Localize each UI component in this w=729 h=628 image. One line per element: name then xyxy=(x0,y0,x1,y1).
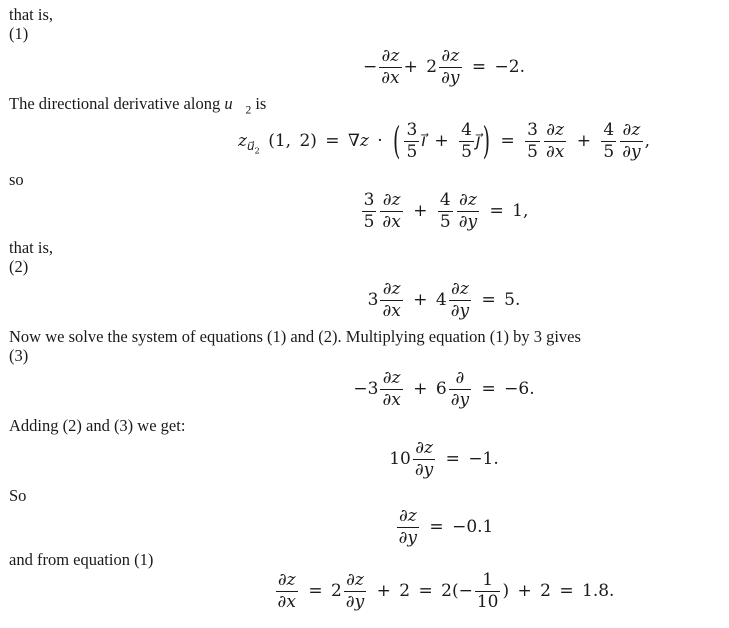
fraction-numerator: 4 xyxy=(459,121,474,142)
coefficient: 3 xyxy=(367,290,379,311)
plus-operator: + xyxy=(568,131,600,152)
minus-sign: − xyxy=(362,57,378,78)
fraction xyxy=(344,571,366,612)
fraction-numerator: ∂ xyxy=(449,369,471,390)
fraction xyxy=(601,121,616,162)
math-variable-z: z xyxy=(359,131,369,152)
fraction-denominator: ∂y xyxy=(345,592,365,613)
fraction xyxy=(438,191,453,232)
math-term: = −0.1 xyxy=(421,517,494,538)
body-text-from-equation-1: and from equation (1) xyxy=(9,550,154,570)
fraction xyxy=(439,47,461,88)
fraction-numerator: ∂z xyxy=(439,47,461,68)
fraction-denominator: ∂y xyxy=(450,390,470,411)
equals-sign: = xyxy=(492,131,524,152)
fraction xyxy=(449,369,471,410)
display-equation-6 xyxy=(9,507,719,548)
math-term: (1, 2) = ∇ xyxy=(259,131,360,152)
fraction-denominator: ∂y xyxy=(450,301,470,322)
fraction-numerator: ∂z xyxy=(457,191,479,212)
sub-subscript: 2 xyxy=(254,145,260,156)
fraction xyxy=(413,439,435,480)
fraction xyxy=(404,121,419,162)
fraction-numerator: 3 xyxy=(404,121,419,142)
fraction xyxy=(620,121,642,162)
fraction xyxy=(380,280,402,321)
fraction-denominator: ∂y xyxy=(441,68,460,89)
display-equation-2 xyxy=(9,191,719,232)
fraction-numerator: ∂z xyxy=(380,369,402,390)
math-term: = −1. xyxy=(437,449,499,470)
fraction-numerator: ∂z xyxy=(380,280,402,301)
math-term: + 4 xyxy=(404,290,447,311)
display-equation-4 xyxy=(9,369,719,410)
vector-u-symbol: u⃗ xyxy=(224,94,246,114)
fraction-numerator: ∂z xyxy=(397,507,419,528)
coefficient: −3 xyxy=(353,379,379,400)
subscript xyxy=(246,139,260,156)
fraction-denominator: ∂y xyxy=(458,212,478,233)
fraction-denominator: ∂y xyxy=(398,528,418,549)
display-equation-7 xyxy=(9,571,719,612)
math-term: = −6. xyxy=(473,379,535,400)
fraction xyxy=(397,507,419,548)
right-parenthesis: ) xyxy=(482,120,491,164)
body-text: is xyxy=(251,94,267,114)
fraction xyxy=(457,191,479,232)
fraction-numerator: ∂z xyxy=(449,280,471,301)
fraction xyxy=(379,47,401,88)
fraction-numerator: 4 xyxy=(438,191,453,212)
vector-u-symbol: u⃗ xyxy=(246,139,255,154)
math-term: = 5. xyxy=(473,290,521,311)
display-equation-directional xyxy=(9,121,719,162)
fraction-numerator: ∂z xyxy=(380,191,402,212)
plus-operator: + xyxy=(426,131,458,152)
fraction-denominator: ∂x xyxy=(381,68,400,89)
fraction-numerator: ∂z xyxy=(544,121,566,142)
math-variable-z: z xyxy=(237,131,247,152)
math-term: + 2 xyxy=(403,57,438,78)
vector-j-symbol: j⃗ xyxy=(475,131,481,152)
fraction xyxy=(449,280,471,321)
math-term: = 1, xyxy=(481,201,529,222)
body-text-so: so xyxy=(9,170,24,190)
fraction-numerator: 3 xyxy=(362,191,377,212)
fraction xyxy=(459,121,474,162)
fraction-denominator: 10 xyxy=(476,592,499,613)
fraction xyxy=(475,571,501,612)
fraction-numerator: 1 xyxy=(475,571,501,592)
comma: , xyxy=(644,131,651,152)
display-equation-1 xyxy=(9,47,719,88)
fraction-denominator: 5 xyxy=(527,142,538,163)
body-text-that-is-1: that is, xyxy=(9,5,53,24)
fraction-numerator: ∂z xyxy=(620,121,642,142)
dot-operator: · xyxy=(368,131,392,152)
left-parenthesis: ( xyxy=(393,120,401,164)
display-equation-5 xyxy=(9,439,719,480)
equation-number-2: (2) xyxy=(9,257,29,277)
math-term: + 6 xyxy=(404,379,447,400)
fraction-denominator: ∂x xyxy=(382,301,401,322)
vector-i-symbol: i⃗ xyxy=(421,131,426,152)
fraction xyxy=(544,121,566,162)
body-text: The directional derivative along xyxy=(9,94,225,114)
body-text-directional-derivative xyxy=(9,94,719,117)
fraction-denominator: 5 xyxy=(406,142,418,163)
fraction-numerator: ∂z xyxy=(276,571,298,592)
fraction-numerator: ∂z xyxy=(344,571,366,592)
fraction-denominator: 5 xyxy=(363,212,375,233)
fraction-denominator: ∂x xyxy=(382,212,401,233)
fraction-denominator: 5 xyxy=(461,142,472,163)
fraction-numerator: ∂z xyxy=(379,47,401,68)
fraction-numerator: 3 xyxy=(525,121,540,142)
body-text-that-is-2: that is, xyxy=(9,238,53,258)
fraction-numerator: ∂z xyxy=(413,439,435,460)
fraction-denominator: ∂y xyxy=(622,142,641,163)
fraction xyxy=(380,191,402,232)
fraction xyxy=(525,121,540,162)
fraction-denominator: ∂y xyxy=(414,460,434,481)
body-text-adding: Adding (2) and (3) we get: xyxy=(9,416,186,436)
equation-number-1: (1) xyxy=(9,24,29,43)
math-term: ) + 2 = 1.8. xyxy=(502,581,615,602)
plus-operator: + xyxy=(404,201,436,222)
math-term: + 2 = 2(− xyxy=(368,581,473,602)
fraction xyxy=(380,369,402,410)
fraction-denominator: 5 xyxy=(439,212,451,233)
fraction-denominator: ∂x xyxy=(382,390,401,411)
fraction-denominator: 5 xyxy=(603,142,615,163)
fraction xyxy=(276,571,298,612)
body-text-so-2: So xyxy=(9,486,27,506)
body-text-now-we-solve: Now we solve the system of equations (1) and (2). Multiplying equation (1) by 3 gives xyxy=(9,327,581,347)
fraction xyxy=(362,191,377,232)
fraction-numerator: 4 xyxy=(601,121,616,142)
equation-number-3: (3) xyxy=(9,346,29,366)
math-term: = 2 xyxy=(299,581,342,602)
fraction-denominator: ∂x xyxy=(277,592,296,613)
subscript: 2 xyxy=(245,104,252,117)
coefficient: 10 xyxy=(389,449,411,470)
fraction-denominator: ∂x xyxy=(545,142,565,163)
math-term: = −2. xyxy=(463,57,526,78)
display-equation-3 xyxy=(9,280,719,321)
